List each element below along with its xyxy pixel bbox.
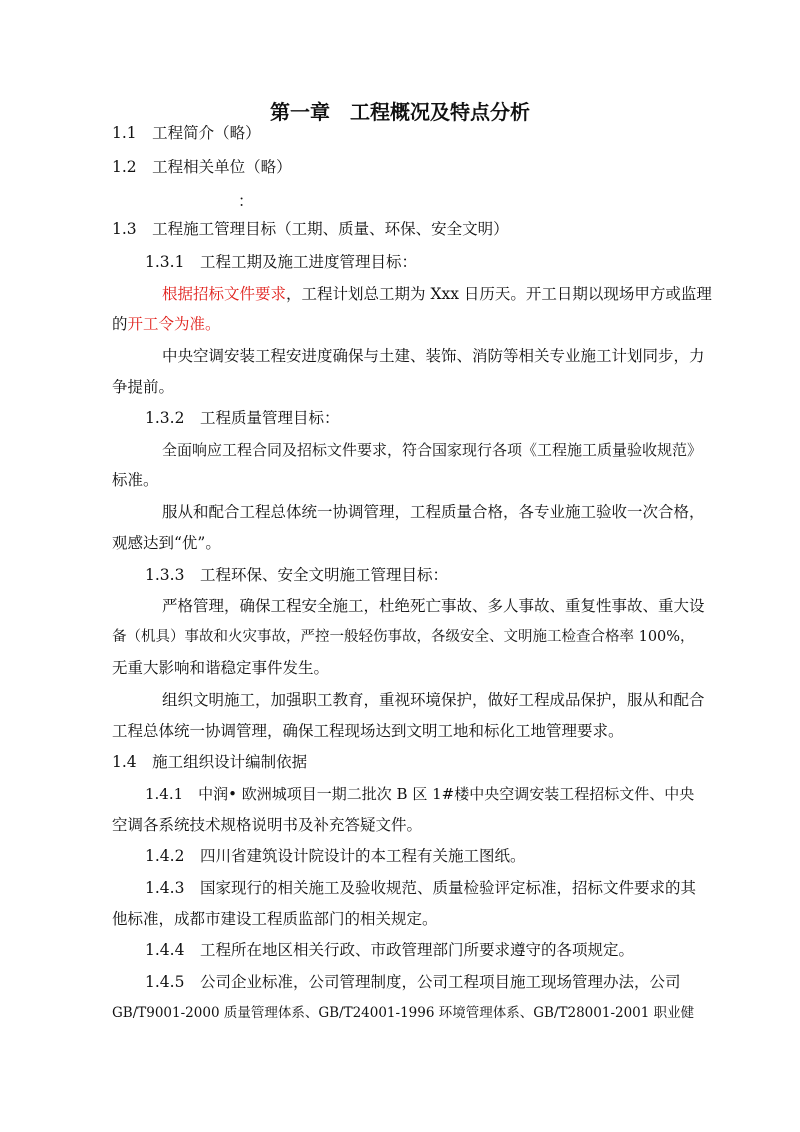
paragraph-line: 1.4.5 公司企业标准，公司管理制度，公司工程项目施工现场管理办法，公司 <box>145 973 681 991</box>
section-1-3-2-heading: 1.3.2 工程质量管理目标： <box>145 409 340 427</box>
paragraph-line: 标准。 <box>112 471 159 489</box>
paragraph-line: 1.4.4 工程所在地区相关行政、市政管理部门所要求遵守的各项规定。 <box>145 941 634 959</box>
paragraph-line: 1.4.3 国家现行的相关施工及验收规范、质量检验评定标准，招标文件要求的其 <box>145 879 696 897</box>
colon-mark: ： <box>238 192 254 210</box>
paragraph-line: 组织文明施工，加强职工教育，重视环境保护，做好工程成品保护，服从和配合 <box>162 691 705 709</box>
section-1-1-heading: 1.1 工程简介（略） <box>112 124 261 142</box>
paragraph-line: 工程总体统一协调管理，确保工程现场达到文明工地和标化工地管理要求。 <box>112 722 624 740</box>
section-1-3-3-heading: 1.3.3 工程环保、安全文明施工管理目标： <box>145 566 448 584</box>
paragraph-line: 1.4.2 四川省建筑设计院设计的本工程有关施工图纸。 <box>145 847 526 865</box>
paragraph-text: ，工程计划总工期为 Xxx 日历天。开工日期以现场甲方或监理 <box>286 285 712 303</box>
paragraph-text: 的 <box>112 315 128 333</box>
section-1-4-heading: 1.4 施工组织设计编制依据 <box>112 753 308 771</box>
paragraph-line: 备（机具）事故和火灾事故，严控一般轻伤事故，各级安全、文明施工检查合格率 100%， <box>112 629 695 645</box>
paragraph-line: 服从和配合工程总体统一协调管理，工程质量合格，各专业施工验收一次合格， <box>162 503 705 521</box>
chapter-title: 第一章 工程概况及特点分析 <box>270 100 530 124</box>
paragraph-line <box>162 284 712 304</box>
paragraph-line: 无重大影响和谐稳定事件发生。 <box>112 659 330 677</box>
section-1-2-heading: 1.2 工程相关单位（略） <box>112 158 292 176</box>
highlight-text: 根据招标文件要求 <box>162 285 287 303</box>
highlight-text: 开工令为准。 <box>127 315 221 333</box>
paragraph-line: 观感达到“优”。 <box>112 534 221 552</box>
paragraph-line <box>112 314 221 334</box>
paragraph-line: 他标准，成都市建设工程质监部门的相关规定。 <box>112 910 438 928</box>
paragraph-line: 中央空调安装工程安进度确保与土建、装饰、消防等相关专业施工计划同步，力 <box>162 347 705 365</box>
section-1-3-1-heading: 1.3.1 工程工期及施工进度管理目标： <box>145 253 417 271</box>
paragraph-line: 空调各系统技术规格说明书及补充答疑文件。 <box>112 816 423 834</box>
section-1-3-heading: 1.3 工程施工管理目标（工期、质量、环保、安全文明） <box>112 220 509 238</box>
paragraph-line: 严格管理，确保工程安全施工，杜绝死亡事故、多人事故、重复性事故、重大设 <box>162 597 705 615</box>
paragraph-line: 1.4.1 中润• 欧洲城项目一期二批次 B 区 1#楼中央空调安装工程招标文件、中央 <box>145 785 695 803</box>
paragraph-line: 全面响应工程合同及招标文件要求，符合国家现行各项《工程施工质量验收规范》 <box>162 441 703 459</box>
paragraph-line: GB/T9001-2000 质量管理体系、GB/T24001-1996 环境管理体系、GB/T28001-2001 职业健 <box>112 1005 695 1021</box>
paragraph-line: 争提前。 <box>112 378 175 396</box>
